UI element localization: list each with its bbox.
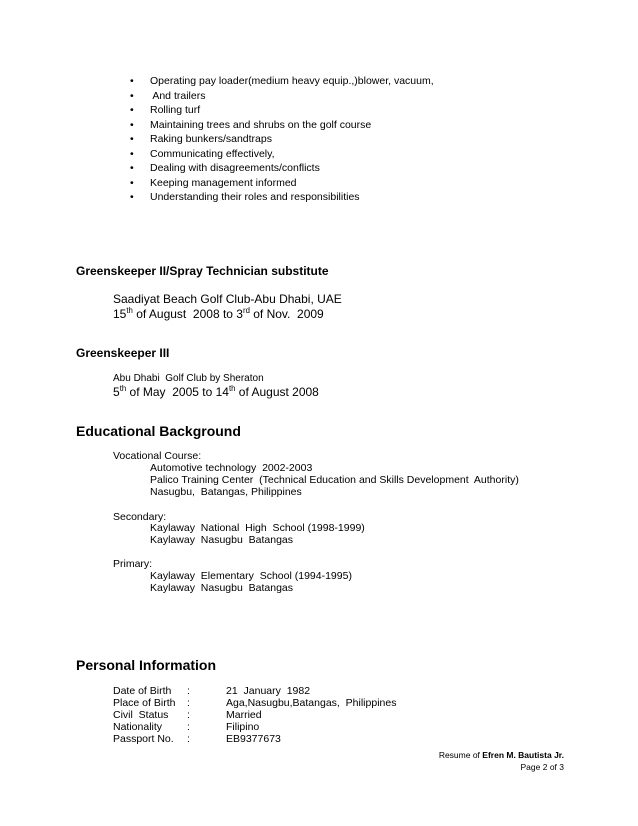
duty-text: Maintaining trees and shrubs on the golf course xyxy=(150,118,372,131)
job2-end-sup: th xyxy=(228,384,236,393)
secondary-line: Kaylaway National High School (1998-1999) xyxy=(150,522,365,534)
personal-value: Aga,Nasugbu,Batangas, Philippines xyxy=(226,697,397,709)
list-item xyxy=(130,74,434,89)
duty-text: Keeping management informed xyxy=(150,176,297,189)
list-item xyxy=(130,132,434,147)
duty-text: Dealing with disagreements/conflicts xyxy=(150,162,320,174)
duty-text: Understanding their roles and responsibilities xyxy=(150,191,360,203)
duty-text: Operating pay loader(medium heavy equip.,)blower, vacuum, xyxy=(150,75,434,87)
duty-text: And trailers xyxy=(150,89,206,102)
job2-dates xyxy=(113,385,319,399)
personal-sep: : xyxy=(187,709,190,721)
list-item xyxy=(130,89,434,104)
personal-sep: : xyxy=(187,721,190,733)
bullet-icon: • xyxy=(130,191,134,203)
personal-value: EB9377673 xyxy=(226,733,281,745)
personal-heading: Personal Information xyxy=(76,657,217,673)
personal-label: Place of Birth xyxy=(113,697,176,709)
vocational-label: Vocational Course: xyxy=(113,450,202,462)
job1-employer: Saadiyat Beach Golf Club-Abu Dhabi, UAE xyxy=(113,292,342,306)
job2-end-rest: of August 2008 xyxy=(235,385,319,399)
personal-label: Passport No. xyxy=(113,733,174,745)
list-item xyxy=(130,176,434,191)
personal-label: Date of Birth xyxy=(113,685,172,697)
job2-title: Greenskeeper III xyxy=(76,346,170,360)
personal-label: Civil Status xyxy=(113,709,169,721)
secondary-label: Secondary: xyxy=(113,511,167,523)
bullet-icon: • xyxy=(130,104,134,116)
bullet-icon: • xyxy=(130,176,134,189)
bullet-icon: • xyxy=(130,162,134,174)
list-item xyxy=(130,118,434,133)
vocational-line: Palico Training Center (Technical Education and Skills Development Authority) xyxy=(150,474,519,486)
footer-prefix: Resume of xyxy=(438,750,483,760)
job1-start-rest: of August 2008 to 3 xyxy=(132,307,243,321)
personal-label: Nationality xyxy=(113,721,163,733)
education-heading: Educational Background xyxy=(76,423,241,439)
footer-resume-of xyxy=(439,750,564,760)
vocational-line: Nasugbu, Batangas, Philippines xyxy=(150,486,302,498)
personal-value: 21 January 1982 xyxy=(226,685,311,697)
primary-label: Primary: xyxy=(113,558,153,570)
job2-start-sup: th xyxy=(119,384,127,393)
list-item xyxy=(130,103,434,118)
secondary-line: Kaylaway Nasugbu Batangas xyxy=(150,534,294,546)
job1-dates xyxy=(113,307,324,321)
primary-line: Kaylaway Nasugbu Batangas xyxy=(150,582,294,594)
duty-text: Rolling turf xyxy=(150,104,201,116)
personal-value: Filipino xyxy=(226,721,260,733)
list-item xyxy=(130,147,434,162)
job1-end-rest: of Nov. 2009 xyxy=(249,307,324,321)
job2-start-day: 5 xyxy=(113,385,120,399)
bullet-icon: • xyxy=(130,147,134,160)
footer-name: Efren M. Bautista Jr. xyxy=(482,750,564,760)
list-item xyxy=(130,190,434,205)
personal-value: Married xyxy=(226,709,262,721)
job1-start-day: 15 xyxy=(113,307,127,321)
bullet-icon: • xyxy=(130,133,134,145)
duty-text: Communicating effectively, xyxy=(150,147,275,160)
job2-start-rest: of May 2005 to 14 xyxy=(126,385,229,399)
duties-list xyxy=(130,74,434,205)
page-number: Page 2 of 3 xyxy=(520,762,564,772)
personal-sep: : xyxy=(187,733,190,745)
bullet-icon: • xyxy=(130,118,134,131)
personal-sep: : xyxy=(187,697,190,709)
primary-line: Kaylaway Elementary School (1994-1995) xyxy=(150,570,352,582)
job1-end-sup: rd xyxy=(242,306,250,315)
duty-text: Raking bunkers/sandtraps xyxy=(150,133,272,145)
bullet-icon: • xyxy=(130,75,134,87)
job1-title: Greenskeeper II/Spray Technician substitute xyxy=(76,264,329,278)
job1-start-sup: th xyxy=(126,306,133,315)
bullet-icon: • xyxy=(130,89,134,102)
personal-sep: : xyxy=(187,685,190,697)
vocational-line: Automotive technology 2002-2003 xyxy=(150,462,313,474)
job2-employer: Abu Dhabi Golf Club by Sheraton xyxy=(113,373,264,384)
list-item xyxy=(130,161,434,176)
